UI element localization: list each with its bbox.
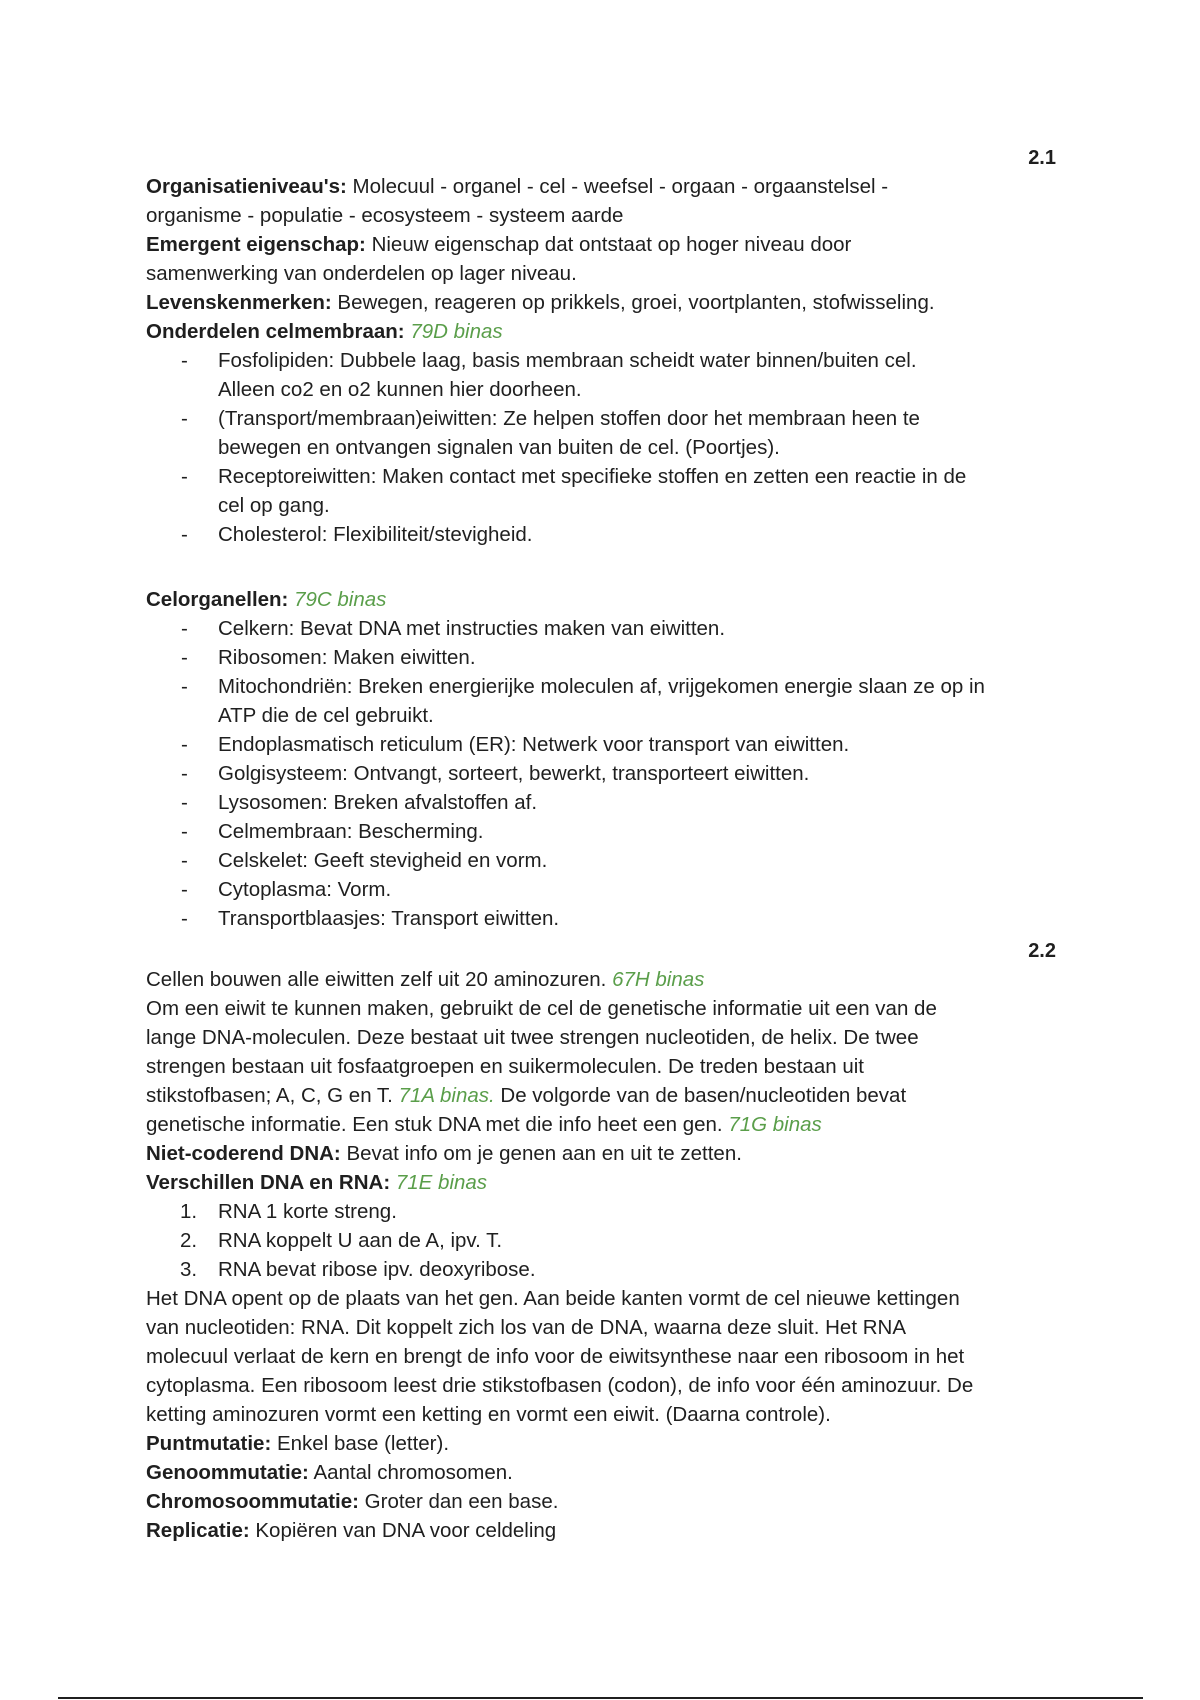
binas-reference: 79C binas [288,588,387,611]
binas-reference: 71A binas. [398,1084,495,1107]
paragraph-dna-line: stikstofbasen; A, C, G en T. 71A binas. De volgorde van de basen/nucleotiden bevat [146,1084,907,1107]
bullet-dash: - [181,820,188,843]
paragraph-rna-line: Het DNA opent op de plaats van het gen. Aan beide kanten vormt de cel nieuwe kettingen [146,1287,960,1310]
bullet-dash: - [181,791,188,814]
bullet-dash: - [181,349,188,372]
page-bottom-divider [58,1697,1143,1699]
term-text: Nieuw eigenschap dat ontstaat op hoger niveau door [365,233,852,256]
binas-reference: 79D binas [404,320,503,343]
term-text: Molecuul - organel - cel - weefsel - orgaan - orgaanstelsel - [346,175,889,198]
paragraph-rna-line: cytoplasma. Een ribosoom leest drie stikstofbasen (codon), de info voor één aminozuur. De [146,1374,974,1397]
section-number-2-2: 2.2 [1028,940,1056,962]
term-label: Replicatie: [146,1519,250,1542]
term-text: Enkel base (letter). [271,1432,450,1455]
bullet-dash: - [181,646,188,669]
paragraph-rna-line: molecuul verlaat de kern en brengt de info voor de eiwitsynthese naar een ribosoom in het [146,1345,965,1368]
term-text: Aantal chromosomen. [308,1461,513,1484]
binas-reference: 67H binas [606,968,705,991]
genoommutatie-line [146,1458,1056,1487]
bullet-dash: - [181,407,188,430]
bullet-dash: - [181,907,188,930]
term-text: Bevat info om je genen aan en uit te zetten. [340,1142,742,1165]
bullet-dash: - [181,849,188,872]
emergent-line-2: samenwerking van onderdelen op lager niveau. [146,262,577,285]
puntmutatie-line [146,1429,1056,1458]
term-label: Puntmutatie: [146,1432,272,1455]
levenskenmerken-line [146,288,1056,317]
paragraph-dna-line: lange DNA-moleculen. Deze bestaat uit twee strengen nucleotiden, de helix. De twee [146,1026,919,1049]
chromosoommutatie-line [146,1487,1056,1516]
niet-coderend-line [146,1139,1056,1168]
binas-reference: 71E binas [390,1171,488,1194]
term-label: Celorganellen: [146,588,289,611]
term-text: Bewegen, reageren op prikkels, groei, voortplanten, stofwisseling. [331,291,935,314]
bullet-dash: - [181,465,188,488]
bullet-dash: - [181,523,188,546]
emergent-line [146,230,1056,259]
paragraph-rna-line: ketting aminozuren vormt een ketting en vormt een eiwit. (Daarna controle). [146,1403,831,1426]
term-label: Levenskenmerken: [146,291,332,314]
replicatie-line [146,1516,1056,1545]
verschillen-heading [146,1168,1056,1197]
binas-reference: 71G binas [722,1113,822,1136]
bullet-dash: - [181,675,188,698]
onderdelen-celmembraan-heading [146,317,1056,346]
bullet-dash: - [181,733,188,756]
term-label: Verschillen DNA en RNA: [146,1171,391,1194]
term-label: Emergent eigenschap: [146,233,366,256]
bullet-dash: - [181,762,188,785]
term-label: Niet-coderend DNA: [146,1142,341,1165]
paragraph-dna-line: Om een eiwit te kunnen maken, gebruikt de cel de genetische informatie uit een van de [146,997,937,1020]
term-label: Onderdelen celmembraan: [146,320,405,343]
term-text: Kopiëren van DNA voor celdeling [249,1519,557,1542]
paragraph-dna-line: genetische informatie. Een stuk DNA met die info heet een gen. 71G binas [146,1113,822,1136]
paragraph-aminozuren: Cellen bouwen alle eiwitten zelf uit 20 aminozuren. 67H binas [146,968,705,991]
paragraph-rna-line: van nucleotiden: RNA. Dit koppelt zich los van de DNA, waarna deze sluit. Het RNA [146,1316,907,1339]
organisatieniveaus-line [146,172,1056,201]
term-text: Groter dan een base. [358,1490,559,1513]
term-label: Chromosoommutatie: [146,1490,359,1513]
term-label: Organisatieniveau's: [146,175,347,198]
term-label: Genoommutatie: [146,1461,309,1484]
paragraph-dna-line: strengen bestaan uit fosfaatgroepen en suikermoleculen. De treden bestaan uit [146,1055,864,1078]
bullet-dash: - [181,617,188,640]
bullet-dash: - [181,878,188,901]
section-number-2-1: 2.1 [1028,147,1056,169]
organisatieniveaus-line-2: organisme - populatie - ecosysteem - systeem aarde [146,204,624,227]
celorganellen-heading [146,585,1056,614]
